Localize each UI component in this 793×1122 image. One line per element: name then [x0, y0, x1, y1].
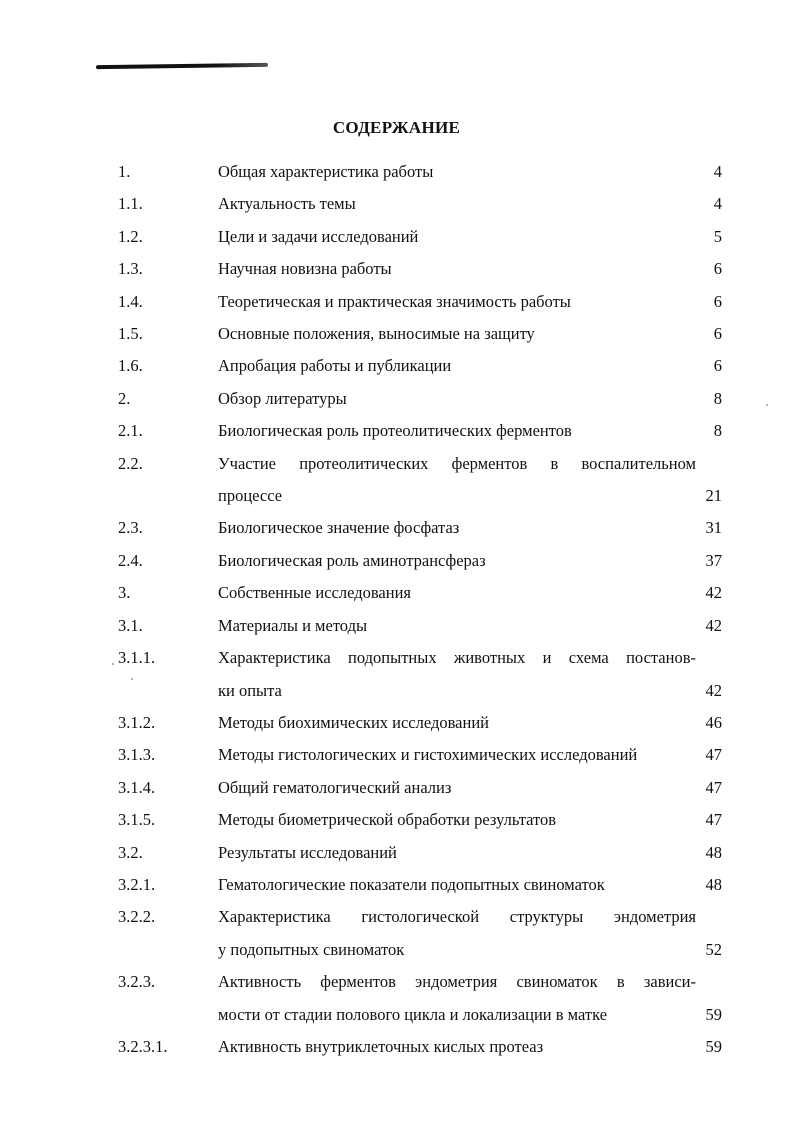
toc-entry-page-number: 47 — [705, 745, 722, 765]
toc-entry-page-number: 48 — [705, 874, 722, 894]
toc-entry-page-number: 48 — [705, 842, 722, 862]
toc-entry-title-line: Методы гистологических и гистохимических исследований — [218, 745, 638, 765]
toc-entry-title-line: Биологическое значение фосфатаз — [218, 518, 460, 538]
toc-entry-title-line: процессе — [218, 486, 283, 506]
toc-entry — [118, 837, 730, 869]
toc-entry-number: 3.1.3. — [118, 745, 156, 765]
scan-speck — [112, 663, 114, 665]
toc-entry-title-line: Научная новизна работы — [218, 259, 392, 279]
toc-entry-title — [218, 804, 696, 836]
toc-entry — [118, 901, 730, 966]
toc-entry-title — [218, 350, 696, 382]
toc-entry-title — [218, 318, 696, 350]
toc-entry-page-number: 6 — [713, 291, 722, 311]
toc-entry-page-number: 42 — [705, 583, 722, 603]
toc-entry-number: 2.1. — [118, 421, 143, 441]
toc-entry-title — [218, 869, 696, 901]
toc-entry-number: 3.2.1. — [118, 874, 156, 894]
toc-entry-title-line: Участие протеолитических ферментов в воспалительном — [218, 453, 696, 473]
toc-entry-title-line: Биологическая роль аминотрансфераз — [218, 550, 486, 570]
toc-entry-page-number: 47 — [705, 777, 722, 797]
toc-entry-title-line: ки опыта — [218, 680, 282, 700]
toc-entry-page-number: 4 — [713, 194, 722, 214]
toc-entry-page-number: 5 — [713, 226, 722, 246]
toc-entry-number: 2.3. — [118, 518, 143, 538]
toc-entry — [118, 1031, 730, 1063]
toc-entry-title-line: Материалы и методы — [218, 615, 368, 635]
toc-entry-page-number: 42 — [705, 615, 722, 635]
toc-entry-title — [218, 610, 696, 642]
toc-entry-number: 1.1. — [118, 194, 143, 214]
toc-entry-title-line: Общая характеристика работы — [218, 162, 434, 181]
toc-entry-number: 1.3. — [118, 259, 143, 279]
toc-entry — [118, 804, 730, 836]
toc-entry-page-number: 6 — [713, 324, 722, 344]
toc-entry-title — [218, 253, 696, 285]
toc-entry — [118, 188, 730, 220]
toc-entry-page-number: 8 — [713, 388, 722, 408]
toc-entry-title-line: Характеристика подопытных животных и схема постанов- — [218, 648, 696, 668]
toc-entry-title-line: Активность ферментов эндометрия свиноматок в зависи- — [218, 972, 696, 992]
toc-entry-page-number: 21 — [705, 486, 722, 506]
toc-entry-page-number: 8 — [713, 421, 722, 441]
toc-entry — [118, 253, 730, 285]
toc-entry-title — [218, 188, 696, 220]
toc-entry-page-number: 59 — [705, 1036, 722, 1056]
toc-entry — [118, 286, 730, 318]
toc-entry-title-line: Активность внутриклеточных кислых протеаз — [218, 1036, 544, 1056]
toc-entry-title-line: Актуальность темы — [218, 194, 356, 214]
toc-entry-title — [218, 545, 696, 577]
toc-entry-title-line: Обзор литературы — [218, 388, 347, 408]
toc-entry-title-line: Методы биохимических исследований — [218, 712, 489, 732]
toc-entry-number: 1.2. — [118, 226, 143, 246]
toc-entry-page-number: 42 — [705, 680, 722, 700]
toc-entry — [118, 545, 730, 577]
toc-entry — [118, 415, 730, 447]
toc-entry-number: 3.2.2. — [118, 907, 156, 927]
toc-entry-page-number: 46 — [705, 712, 722, 732]
toc-entry-number: 3. — [118, 583, 131, 603]
toc-entry-title — [218, 966, 696, 1031]
toc-entry — [118, 869, 730, 901]
toc-entry-title — [218, 901, 696, 966]
toc-entry-title — [218, 739, 696, 771]
toc-entry-title-line: Результаты исследований — [218, 842, 397, 862]
toc-entry-page-number: 4 — [713, 162, 722, 181]
toc-entry — [118, 512, 730, 544]
toc-entry — [118, 156, 730, 188]
toc-entry-title — [218, 448, 696, 513]
toc-entry-page-number: 6 — [713, 356, 722, 376]
toc-entry-number: 2.2. — [118, 453, 143, 473]
page-title: СОДЕРЖАНИЕ — [332, 118, 461, 137]
toc-entry-title-line: Апробация работы и публикации — [218, 356, 452, 376]
toc-entry-page-number: 31 — [705, 518, 722, 538]
toc-entry — [118, 772, 730, 804]
toc-entry-title-line: мости от стадии полового цикла и локализации в матке — [218, 1004, 608, 1024]
toc-entry-title-line: Собственные исследования — [218, 583, 412, 603]
toc-entry-page-number: 47 — [705, 810, 722, 830]
toc-entry-page-number: 52 — [705, 939, 722, 959]
toc-entry — [118, 318, 730, 350]
toc-entry-title-line: Характеристика гистологической структуры эндометрия — [218, 907, 696, 927]
toc-entry-title — [218, 415, 696, 447]
scan-speck — [766, 404, 768, 406]
toc-entry-number: 3.1. — [118, 615, 143, 635]
toc-entry-title — [218, 383, 696, 415]
toc-entry-title-line: Цели и задачи исследований — [218, 226, 419, 246]
toc-entry-title-line: Основные положения, выносимые на защиту — [218, 324, 535, 344]
toc-entry — [118, 707, 730, 739]
toc-entry-title — [218, 512, 696, 544]
toc-entry — [118, 448, 730, 513]
toc-entry — [118, 610, 730, 642]
toc-entry — [118, 739, 730, 771]
toc-entry — [118, 221, 730, 253]
toc-entry-title — [218, 286, 696, 318]
toc-entry-number: 3.1.4. — [118, 777, 156, 797]
toc-entry-number: 3.2.3. — [118, 972, 156, 992]
toc-entry-number: 3.1.5. — [118, 810, 156, 830]
toc-entry-number: 2.4. — [118, 550, 143, 570]
toc-entry-number: 3.1.2. — [118, 712, 156, 732]
toc-entry-number: 3.2. — [118, 842, 143, 862]
toc-entry-number: 1.6. — [118, 356, 143, 376]
toc-entry-number: 1.4. — [118, 291, 143, 311]
toc-entry-page-number: 37 — [705, 550, 722, 570]
toc-entry-title — [218, 642, 696, 707]
toc-entry-page-number: 59 — [705, 1004, 722, 1024]
toc-entry-title — [218, 837, 696, 869]
toc-entry-number: 3.1.1. — [118, 648, 156, 668]
toc-entry-title — [218, 577, 696, 609]
toc-entry — [118, 383, 730, 415]
toc-entry — [118, 577, 730, 609]
toc-entry-title-line: Теоретическая и практическая значимость работы — [218, 291, 571, 311]
toc-entry-number: 3.2.3.1. — [118, 1036, 168, 1056]
toc-entry-title — [218, 772, 696, 804]
toc-entry — [118, 350, 730, 382]
table-of-contents — [118, 156, 730, 1063]
toc-entry-title-line: Общий гематологический анализ — [218, 777, 452, 797]
toc-entry-page-number: 6 — [713, 259, 722, 279]
toc-entry-title-line: Методы биометрической обработки результатов — [218, 810, 557, 830]
toc-entry-title-line: Биологическая роль протеолитических ферментов — [218, 421, 572, 441]
toc-entry-title-line: Гематологические показатели подопытных свиноматок — [218, 874, 605, 894]
scan-artifact-line — [96, 63, 268, 69]
toc-entry-title — [218, 1031, 696, 1063]
toc-entry-number: 1.5. — [118, 324, 143, 344]
toc-entry — [118, 642, 730, 707]
toc-entry-title — [218, 156, 696, 188]
toc-entry — [118, 966, 730, 1031]
toc-entry-title-line: у подопытных свиноматок — [218, 939, 405, 959]
toc-entry-title — [218, 221, 696, 253]
toc-entry-title — [218, 707, 696, 739]
toc-entry-number: 1. — [118, 162, 131, 181]
toc-entry-number: 2. — [118, 388, 131, 408]
